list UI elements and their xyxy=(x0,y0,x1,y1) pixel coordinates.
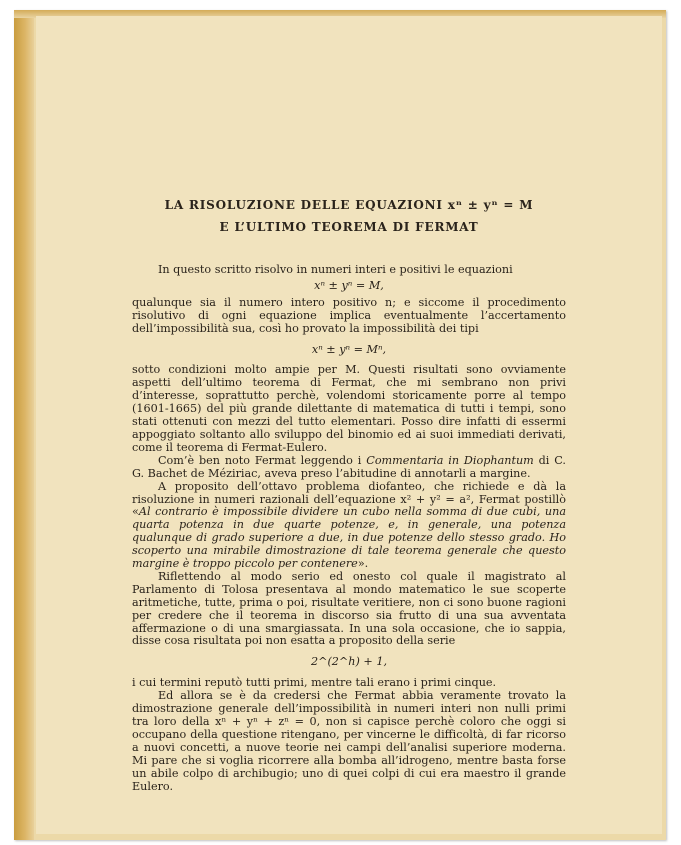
paragraph-3: sotto condizioni molto ampie per M. Questi risultati sono ovviamente aspetti dell’ultimo teorema di Fermat, che mi sembrano non privi d’interesse, soprattutto perchè, volendomi storicamente porre al tempo (1601-1665) del più grande dilettante di matematica di tutti i tempi, sono stati ottenuti con mezzi del tutto elementari. Posso dire infatti di essermi appoggiato soltanto allo sviluppo del binomio ed ai suoi immediati derivati, come il teorema di Fermat-Eulero. xyxy=(132,363,566,454)
p5-text-a: A proposito dell’ottavo problema diofanteo, che richiede e dà la risoluzione in numeri razionali dell’equazione x² + y² = a², Fermat postillò « xyxy=(132,479,566,519)
paragraph-8: Ed allora se è da credersi che Fermat abbia veramente trovato la dimostrazione generale dell’impossibilità in numeri interi non nulli primi tra loro della xⁿ + yⁿ + zⁿ = 0, non si capisce perchè coloro che oggi si occupano della questione ritengano, per vincerne le difficoltà, di far ricorso a nuovi concetti, a nuove teorie nei campi dell’analisi superiore moderna. Mi pare che si voglia ricorrere alla bomba all’idrogeno, mentre basta forse un abile colpo di archibugio; uno di quei colpi di cui era maestro il grande Eulero. xyxy=(132,689,566,793)
equation-2: xⁿ ± yⁿ = Mⁿ, xyxy=(311,342,387,356)
p5-fermat-quote: Al contrario è impossibile dividere un cubo nella somma di due cubi, una quarta potenza in due quarte potenze, e, in generale, una potenza qualunque di grado superiore a due, in due potenze dello stesso grado. Ho scoperto una mirabile dimostrazione di tale teorema generale che questo margine è troppo piccolo per contenere xyxy=(132,505,566,571)
article-title xyxy=(132,194,566,238)
paragraph-intro: In questo scritto risolvo in numeri interi e positivi le equazioni xyxy=(158,263,513,276)
paragraph-2: qualunque sia il numero intero positivo n; e siccome il procedimento risolutivo di ogni equazione implica eventualmente l’accertamento dell’impossibilità sua, così ho provato la impossibilità dei tipi xyxy=(132,295,566,335)
equation-3: 2^(2^h) + 1, xyxy=(310,655,388,669)
p4-book-title: Commentaria in Diophantum xyxy=(366,453,534,467)
p4-text-c: di C. G. Bachet de Méziriac, aveva preso l’abitudine di annotarli a margine. xyxy=(132,453,566,480)
paragraph-5 xyxy=(132,481,566,571)
paragraph-4 xyxy=(132,455,566,481)
paragraph-6: Riflettendo al modo serio ed onesto col quale il magistrato al Parlamento di Tolosa presentava al mondo matematico le sue scoperte aritmetiche, tutte, prima o poi, risultate veritiere, non ci sono buone ragioni per credere che il teorema in discorso sia frutto di una sua avventata affermazione o di una smargiassata. In una sola occasione, che io sappia, disse cosa risultata poi non esatta a proposito della serie xyxy=(132,569,566,648)
title-line-2: E L’ULTIMO TEOREMA DI FERMAT xyxy=(219,220,479,234)
title-line-1: LA RISOLUZIONE DELLE EQUAZIONI xⁿ ± yⁿ = M xyxy=(164,198,534,212)
p4-text-a: Com’è ben noto Fermat leggendo i xyxy=(158,453,367,467)
p5-text-c: ». xyxy=(357,557,369,571)
article-body xyxy=(132,194,566,793)
equation-1: xⁿ ± yⁿ = M, xyxy=(314,278,384,292)
paragraph-7: i cui termini reputò tutti primi, mentre tali erano i primi cinque. xyxy=(132,676,497,690)
paper-left-edge xyxy=(14,10,34,840)
